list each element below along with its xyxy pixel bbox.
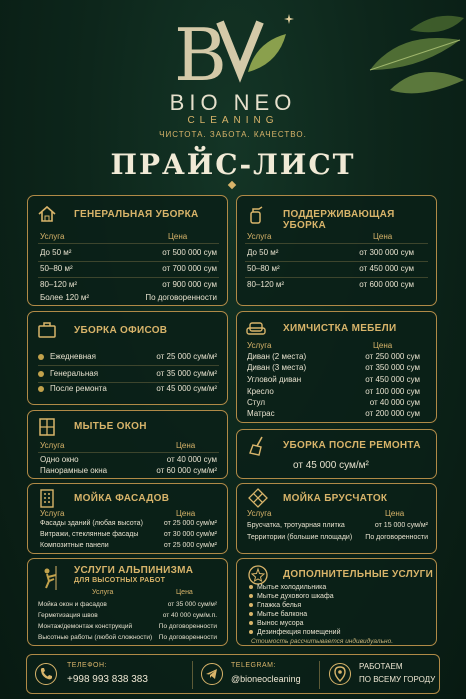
divider — [192, 661, 193, 689]
card-windows — [27, 410, 228, 479]
row-price: от 300 000 сум — [359, 248, 414, 257]
card-title: ПОДДЕРЖИВАЮЩАЯ УБОРКА — [283, 209, 395, 231]
card-title: ДОПОЛНИТЕЛЬНЫЕ УСЛУГИ — [283, 569, 434, 580]
row-label: Брусчатка, тротуарная плитка — [247, 522, 345, 529]
col-price: Цена — [176, 441, 196, 450]
card-facade — [27, 483, 228, 554]
row-price: от 40 000 сум/м.п. — [162, 612, 217, 619]
row-price: от 600 000 сум — [359, 280, 414, 289]
col-price: Цена — [176, 509, 196, 518]
row-price: По договоренности — [158, 623, 217, 630]
divider — [245, 243, 428, 244]
row-price: от 35 000 сум/м² — [167, 601, 217, 608]
row-label: Фасады зданий (любая высота) — [40, 520, 143, 527]
card-title: ГЕНЕРАЛЬНАЯ УБОРКА — [74, 209, 199, 220]
row-label: Монтаж/демонтаж конструкций — [38, 623, 133, 630]
row-label: Матрас — [247, 409, 275, 418]
row-label: Витражи, стеклянные фасады — [40, 531, 139, 538]
col-price: Цена — [176, 589, 193, 596]
list-item: Мытье балкона — [249, 611, 307, 618]
location-icon — [329, 663, 351, 685]
card-furniture — [236, 311, 437, 423]
extra-note: Стоимость рассчитывается индивидуально. — [251, 638, 393, 645]
row-label: Герметизация швов — [38, 612, 98, 619]
divider — [38, 452, 219, 453]
row-price: от 60 000 сум/м² — [156, 466, 217, 475]
row-price: от 200 000 сум — [365, 409, 420, 418]
brand-tagline: ЧИСТОТА. ЗАБОТА. КАЧЕСТВО. — [159, 130, 307, 139]
row-price: от 40 000 сум — [166, 455, 217, 464]
row-price: от 250 000 сум — [365, 352, 420, 361]
card-title: МЫТЬЕ ОКОН — [74, 421, 147, 432]
telegram-icon — [201, 663, 223, 685]
row-price: от 30 000 сум/м² — [163, 531, 217, 538]
divider — [38, 382, 219, 383]
row-label: 50–80 м² — [247, 264, 280, 273]
row-price: от 100 000 сум — [365, 387, 420, 396]
leaves-icon — [360, 10, 466, 100]
telegram-label: TELEGRAM: — [231, 662, 276, 669]
row-label: 50–80 м² — [40, 264, 73, 273]
row-label: Генеральная — [38, 369, 98, 378]
col-price: Цена — [168, 232, 188, 241]
brand-sub: CLEANING — [187, 115, 279, 126]
row-price: от 25 000 сум/м² — [163, 542, 217, 549]
card-support — [236, 195, 437, 306]
col-service: Услуга — [92, 589, 114, 596]
card-title: МОЙКА БРУСЧАТОК — [283, 493, 388, 504]
col-service: Услуга — [247, 232, 272, 241]
row-label: Диван (3 места) — [247, 363, 307, 372]
list-item: Мытье духового шкафа — [249, 593, 334, 600]
row-label: Панорамные окна — [40, 466, 108, 475]
renovation-price: от 45 000 сум/м² — [293, 460, 369, 471]
row-label: Стул — [247, 398, 266, 407]
list-item: Глажка белья — [249, 602, 301, 609]
row-label: Кресло — [247, 387, 274, 396]
building-icon — [36, 487, 58, 509]
col-price: Цена — [385, 509, 405, 518]
contact-footer — [26, 654, 440, 694]
row-label: Мойка окон и фасадов — [38, 601, 107, 608]
row-label: 80–120 м² — [247, 280, 285, 289]
page-title: ПРАЙС-ЛИСТ — [110, 148, 356, 181]
divider — [38, 277, 219, 278]
row-label: Одно окно — [40, 455, 79, 464]
phone-number[interactable]: +998 993 838 383 — [67, 674, 148, 685]
row-price: По договоренности — [365, 534, 428, 541]
list-item: Мытье холодильника — [249, 584, 326, 591]
row-price: от 15 000 сум/м² — [374, 522, 428, 529]
col-price: Цена — [373, 232, 393, 241]
telegram-handle[interactable]: @bioneocleaning — [231, 674, 301, 684]
row-price: от 35 000 сум/м² — [156, 369, 217, 378]
broom-icon — [247, 435, 269, 457]
row-price: от 25 000 сум/м² — [163, 520, 217, 527]
card-general — [27, 195, 228, 306]
house-icon — [36, 203, 58, 225]
tiles-icon — [247, 487, 269, 509]
card-extra — [236, 558, 437, 646]
phone-label: ТЕЛЕФОН: — [67, 662, 107, 669]
row-label: 80–120 м² — [40, 280, 78, 289]
row-price: от 350 000 сум — [365, 363, 420, 372]
row-price: от 450 000 сум — [365, 375, 420, 384]
window-icon — [36, 416, 58, 438]
phone-icon — [35, 663, 57, 685]
briefcase-icon — [36, 319, 58, 341]
divider — [245, 277, 428, 278]
card-title: УБОРКА ПОСЛЕ РЕМОНТА — [283, 440, 421, 451]
logo-icon — [168, 12, 298, 92]
row-price: от 900 000 сум — [162, 280, 217, 289]
divider — [245, 261, 428, 262]
row-label: До 50 м² — [40, 248, 72, 257]
work-label: РАБОТАЕМ — [359, 662, 403, 671]
card-title: МОЙКА ФАСАДОВ — [74, 493, 170, 504]
col-price: Цена — [373, 341, 393, 350]
svg-text:B: B — [174, 13, 227, 92]
star-icon — [247, 564, 269, 586]
row-label: Диван (2 места) — [247, 352, 307, 361]
row-price: от 700 000 сум — [162, 264, 217, 273]
row-price: от 25 000 сум/м² — [156, 352, 217, 361]
divider — [319, 661, 320, 689]
row-label: Угловой диван — [247, 375, 302, 384]
divider — [38, 243, 219, 244]
col-service: Услуга — [40, 232, 65, 241]
row-price: По договоренности — [158, 634, 217, 641]
col-service: Услуга — [40, 441, 65, 450]
list-item: Вынос мусора — [249, 620, 303, 627]
row-price: По договоренности — [145, 293, 217, 302]
card-title: УСЛУГИ АЛЬПИНИЗМА — [74, 565, 194, 576]
row-label: После ремонта — [38, 384, 107, 393]
row-price: от 450 000 сум — [359, 264, 414, 273]
card-subtitle: ДЛЯ ВЫСОТНЫХ РАБОТ — [74, 577, 166, 584]
card-title: УБОРКА ОФИСОВ — [74, 325, 168, 336]
divider — [38, 365, 219, 366]
card-alpine — [27, 558, 228, 646]
card-paving — [236, 483, 437, 554]
work-area: ПО ВСЕМУ ГОРОДУ — [359, 675, 436, 684]
list-item: Дезинфекция помещений — [249, 629, 340, 636]
row-label: Композитные панели — [40, 542, 109, 549]
row-label: Территории (большие площади) — [247, 534, 353, 541]
row-label: До 50 м² — [247, 248, 279, 257]
card-renovation — [236, 429, 437, 479]
row-price: от 40 000 сум — [369, 398, 420, 407]
col-service: Услуга — [40, 509, 65, 518]
row-label: Высотные работы (любой сложности) — [38, 634, 153, 641]
card-title: ХИМЧИСТКА МЕБЕЛИ — [283, 323, 397, 334]
col-service: Услуга — [247, 341, 272, 350]
card-office — [27, 311, 228, 405]
spray-icon — [245, 203, 267, 225]
row-price: от 45 000 сум/м² — [156, 384, 217, 393]
sofa-icon — [245, 318, 267, 340]
divider — [38, 261, 219, 262]
row-label: Ежедневная — [38, 352, 96, 361]
climber-icon — [36, 565, 62, 591]
col-service: Услуга — [247, 509, 272, 518]
row-label: Более 120 м² — [40, 293, 90, 302]
row-price: от 500 000 сум — [162, 248, 217, 257]
brand-name: BIO NEO — [169, 90, 297, 115]
